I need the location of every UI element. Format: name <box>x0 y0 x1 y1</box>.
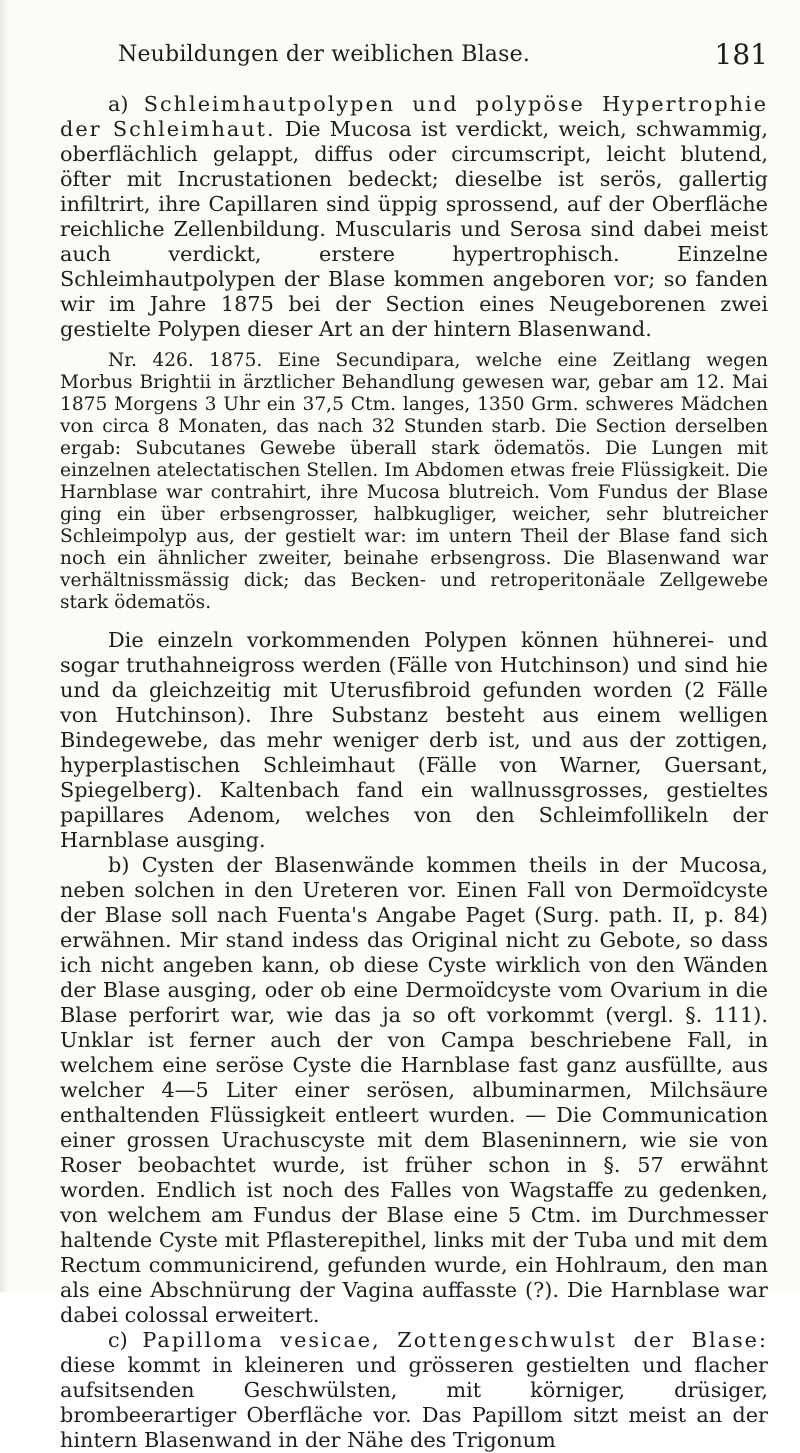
paragraph-c-marker: c) <box>108 1328 143 1352</box>
paragraph-a-schleimhautpolypen <box>60 92 768 342</box>
paragraph-c-papilloma <box>60 1328 768 1453</box>
case-report-426: Nr. 426. 1875. Eine Secundipara, welche eine Zeitlang wegen Morbus Brightii in ärztlicher Behandlung gewesen war, gebar am 12. Mai 1875 Morgens 3 Uhr ein 37,5 Ctm. langes, 1350 Grm. schweres Mädchen von circa 8 Monaten, das nach 32 Stunden starb. Die Section derselben ergab: Subcutanes Gewebe überall stark ödematös. Die Lungen mit einzelnen atelectatischen Stellen. Im Abdomen etwas freie Flüssigkeit. Die Harnblase war contrahirt, ihre Mucosa blutreich. Vom Fundus der Blase ging ein über erbsengrosser, halbkugliger, weicher, sehr blutreicher Schleimpolyp aus, der gestielt war: im untern Theil der Blase fand sich noch ein ähnlicher zweiter, beinahe erbsengross. Die Blasenwand war verhältnissmässig dick; das Becken- und retroperitonäale Zellgewebe stark ödematös. <box>60 350 768 613</box>
page-gutter-shadow <box>0 0 8 1292</box>
page-number: 181 <box>714 38 768 71</box>
paragraph-c-text: diese kommt in kleineren und grösseren gestielten und flacher aufsitsenden Geschwülsten, mit körniger, drüsiger, brombeerartiger Oberfläche vor. Das Papillom sitzt meist an der hintern Blasenwand in der Nähe des Trigonum <box>60 1353 768 1452</box>
paragraph-a-marker: a) <box>108 92 144 116</box>
paragraph-b-cysten: b) Cysten der Blasenwände kommen theils in der Mucosa, neben solchen in den Ureteren vor. Einen Fall von Dermoïdcyste der Blase soll nach Fuenta's Angabe Paget (Surg. path. II, p. 84) erwähnen. Mir stand indess das Original nicht zu Gebote, so dass ich nicht angeben kann, ob diese Cyste wirklich von den Wänden der Blase ausging, oder ob eine Dermoïdcyste vom Ovarium in die Blase perforirt war, wie das ja so oft vorkommt (vergl. §. 111). Unklar ist ferner auch der von Campa beschriebene Fall, in welchem eine seröse Cyste die Harnblase fast ganz ausfüllte, aus welcher 4—5 Liter einer serösen, albuminarmen, Milchsäure enthaltenden Flüssigkeit entleert wurden. — Die Communication einer grossen Urachuscyste mit dem Blaseninnern, wie sie von Roser beobachtet wurde, ist früher schon in §. 57 erwähnt worden. Endlich ist noch des Falles von Wagstaffe zu gedenken, von welchem am Fundus der Blase eine 5 Ctm. im Durchmesser haltende Cyste mit Pflasterepithel, links mit der Tuba und mit dem Rectum communicirend, gefunden wurde, ein Hohlraum, den man als eine Abschnürung der Vagina auffasste (?). Die Harnblase war dabei colossal erweitert. <box>60 853 768 1327</box>
body-text <box>60 92 768 1453</box>
paragraph-polypen: Die einzeln vorkommenden Polypen können hühnerei- und sogar truthahneigross werden (Fälle von Hutchinson) und sind hie und da gleichzeitig mit Uterusfibroid gefunden worden (2 Fälle von Hutchinson). Ihre Substanz besteht aus einem welligen Bindegewebe, das mehr weniger derb ist, und aus der zottigen, hyperplastischen Schleimhaut (Fälle von Warner, Guersant, Spiegelberg). Kaltenbach fand ein wallnussgrosses, gestieltes papillares Adenom, welches von den Schleimfollikeln der Harnblase ausging. <box>60 628 768 852</box>
paragraph-a-heading: Schleimhautpolypen und polypöse Hypertrophie der Schleimhaut. <box>60 92 769 141</box>
paragraph-a-text: Die Mucosa ist verdickt, weich, schwammig, oberflächlich gelappt, diffus oder circumscript, leicht blutend, öfter mit Incrustationen bedeckt; dieselbe ist serös, gallertig infiltrirt, ihre Capillaren sind üppig sprossend, auf der Oberfläche reichliche Zellenbildung. Muscularis und Serosa sind dabei meist auch verdickt, erstere hypertrophisch. Einzelne Schleimhautpolypen der Blase kommen angeboren vor; so fanden wir im Jahre 1875 bei der Section eines Neugeborenen zwei gestielte Polypen dieser Art an der hintern Blasenwand. <box>60 117 768 341</box>
running-title: Neubildungen der weiblichen Blase. <box>118 42 531 67</box>
paragraph-c-heading: Papilloma vesicae, Zottengeschwulst der Blase: <box>142 1328 768 1352</box>
running-header <box>118 36 768 76</box>
